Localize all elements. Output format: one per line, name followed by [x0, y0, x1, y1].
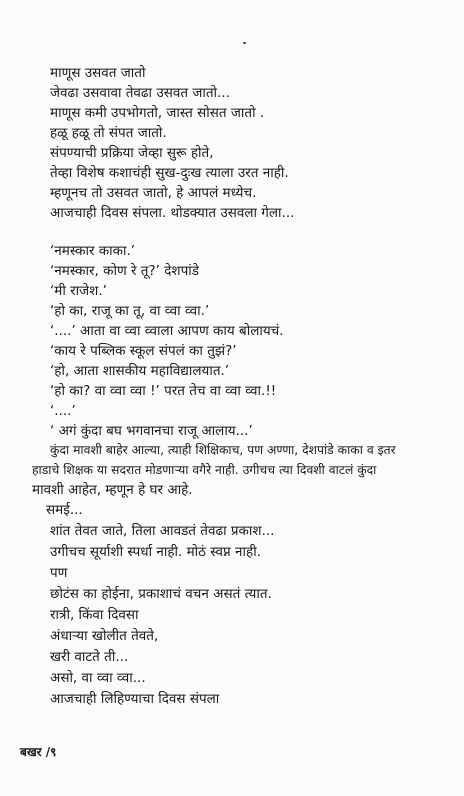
dialogue-line: ‘नमस्कार, कोण रे तू?’ देशपांडे — [50, 263, 199, 279]
text-line: तेव्हा विशेष कशाचंही सुख-दुःख त्याला उरत नाही. — [50, 165, 289, 181]
prose-line: कुंदा मावशी बाहेर आल्या, त्याही शिक्षिकाच, पण अण्णा, देशपांडे काका व इतर — [50, 443, 396, 457]
text-line: पण — [50, 565, 68, 581]
dialogue-line: ‘मी राजेश.’ — [50, 283, 107, 299]
prose-line: मावशी आहेत, म्हणून हे घर आहे. — [32, 482, 193, 498]
text-line: खरी वाटते ती... — [50, 649, 129, 665]
text-line: म्हणूनच तो उसवत जातो, हे आपलं मध्येच. — [50, 185, 257, 201]
text-line: शांत तेवत जाते, तिला आवडतं तेवढा प्रकाश... — [50, 523, 275, 539]
text-line: हळू हळू तो संपत जातो. — [50, 125, 167, 141]
dialogue-line: ‘....’ — [50, 403, 76, 419]
text-line: आजचाही दिवस संपला. थोडक्यात उसवला गेला... — [50, 205, 295, 221]
page-folio: बखर /९ — [20, 745, 57, 759]
dialogue-line: ‘....’ आता वा व्वा व्वाला आपण काय बोलायचं. — [50, 323, 284, 339]
prose-line: हाडाचे शिक्षक या सदरात मोडणाऱ्या वगैरे नाही. उगीचच त्या दिवशी वाटलं कुंदा — [32, 463, 377, 477]
text-line: रात्री, किंवा दिवसा — [50, 607, 139, 623]
text-line: छोटंस का होईना, प्रकाशाचं वचन असतं त्यात. — [50, 586, 272, 602]
text-line: माणूस उसवत जातो — [50, 65, 146, 81]
text-line: समई... — [46, 502, 83, 518]
dialogue-line: ‘हो का? वा व्वा व्वा !’ परत तेच वा व्वा व्वा.!! — [50, 383, 277, 399]
text-line: अंधाऱ्या खोलीत तेवते, — [50, 628, 159, 644]
text-line: जेवढा उसवावा तेवढा उसवत जातो... — [50, 85, 230, 101]
dialogue-line: ‘हो का, राजू का तू, वा व्वा व्वा.’ — [50, 303, 210, 319]
dialogue-line: ‘हो, आता शासकीय महाविद्यालयात.’ — [50, 363, 230, 379]
text-line: आजचाही लिहिण्याचा दिवस संपला — [50, 691, 220, 707]
text-line: उगीचच सूर्याशी स्पर्धा नाही. मोठं स्वप्न नाही. — [50, 544, 261, 560]
dialogue-line: ‘ अगं कुंदा बघ भगवानचा राजू आलाय...’ — [50, 423, 253, 439]
text-line: माणूस कमी उपभोगतो, जास्त सोसत जातो . — [50, 105, 265, 121]
dialogue-line: ‘नमस्कार काका.’ — [50, 243, 136, 259]
text-line: असो, वा व्वा व्वा... — [50, 670, 146, 686]
text-line: संपण्याची प्रक्रिया जेव्हा सुरू होते, — [50, 145, 214, 161]
dialogue-line: ‘काय रे पब्लिक स्कूल संपलं का तुझं?’ — [50, 343, 237, 359]
page-speck — [243, 42, 246, 44]
